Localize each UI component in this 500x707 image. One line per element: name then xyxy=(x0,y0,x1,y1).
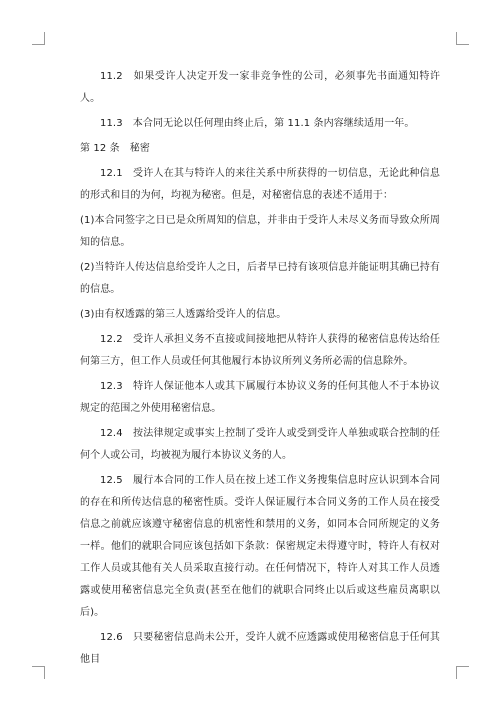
crop-mark-top-left xyxy=(32,32,45,45)
exception-item-1: (1)本合同签字之日已是众所周知的信息，并非由于受许人未尽义务而导致众所周知的信息。 xyxy=(80,215,440,248)
clause-12-4: 12.4 按法律规定或事实上控制了受许人或受到受许人单独或联合控制的任何个人或公司，均被视为履行本协议义务的人。 xyxy=(80,428,440,461)
clause-12-6: 12.6 只要秘密信息尚未公开，受许人就不应透露或使用秘密信息于任何其他目 xyxy=(80,632,440,665)
clause-12-5: 12.5 履行本合同的工作人员在按上述工作义务搜集信息时应认识到本合同的存在和所传达信息的秘密性质。受许人保证履行本合同义务的工作人员在接受信息之前就应该遵守秘密信息的机密性和禁用的义务，如同本合同所规定的义务一样。他们的就职合同应该包括如下条款：保密规定未得遵守时，特许人有权对工作人员或其他有关人员采取直接行动。在任何情况下，特许人对其工作人员透露或使用秘密信息完全负责(甚至在他们的就职合同终止以后或这些雇员离职以后)。 xyxy=(80,475,440,618)
document-body xyxy=(80,66,440,674)
crop-mark-bottom-right xyxy=(456,666,469,679)
exception-item-3: (3)由有权透露的第三人透露给受许人的信息。 xyxy=(80,309,287,320)
clause-12-2: 12.2 受许人承担义务不直接或间接地把从特许人获得的秘密信息传达给任何第三方，但工作人员或任何其他履行本协议所列义务所必需的信息除外。 xyxy=(80,334,440,367)
clause-11-2: 11.2 如果受许人决定开发一家非竞争性的公司，必须事先书面通知特许人。 xyxy=(80,71,440,104)
clause-12-1: 12.1 受许人在其与特许人的来往关系中所获得的一切信息，无论此种信息的形式和目的为何，均视为秘密。但是，对秘密信息的表述不适用于： xyxy=(80,168,440,201)
crop-mark-bottom-left xyxy=(32,666,45,679)
clause-12-3: 12.3 特许人保证他本人或其下属履行本协议义务的任何其他人不于本协议规定的范围之外使用秘密信息。 xyxy=(80,381,440,414)
article-12-heading: 第 12 条 秘密 xyxy=(80,143,150,154)
exception-item-2: (2)当特许人传达信息给受许人之日，后者早已持有该项信息并能证明其确已持有的信息。 xyxy=(80,262,440,295)
clause-11-3: 11.3 本合同无论以任何理由终止后，第 11.1 条内容继续适用一年。 xyxy=(100,118,415,129)
crop-mark-top-right xyxy=(456,32,469,45)
